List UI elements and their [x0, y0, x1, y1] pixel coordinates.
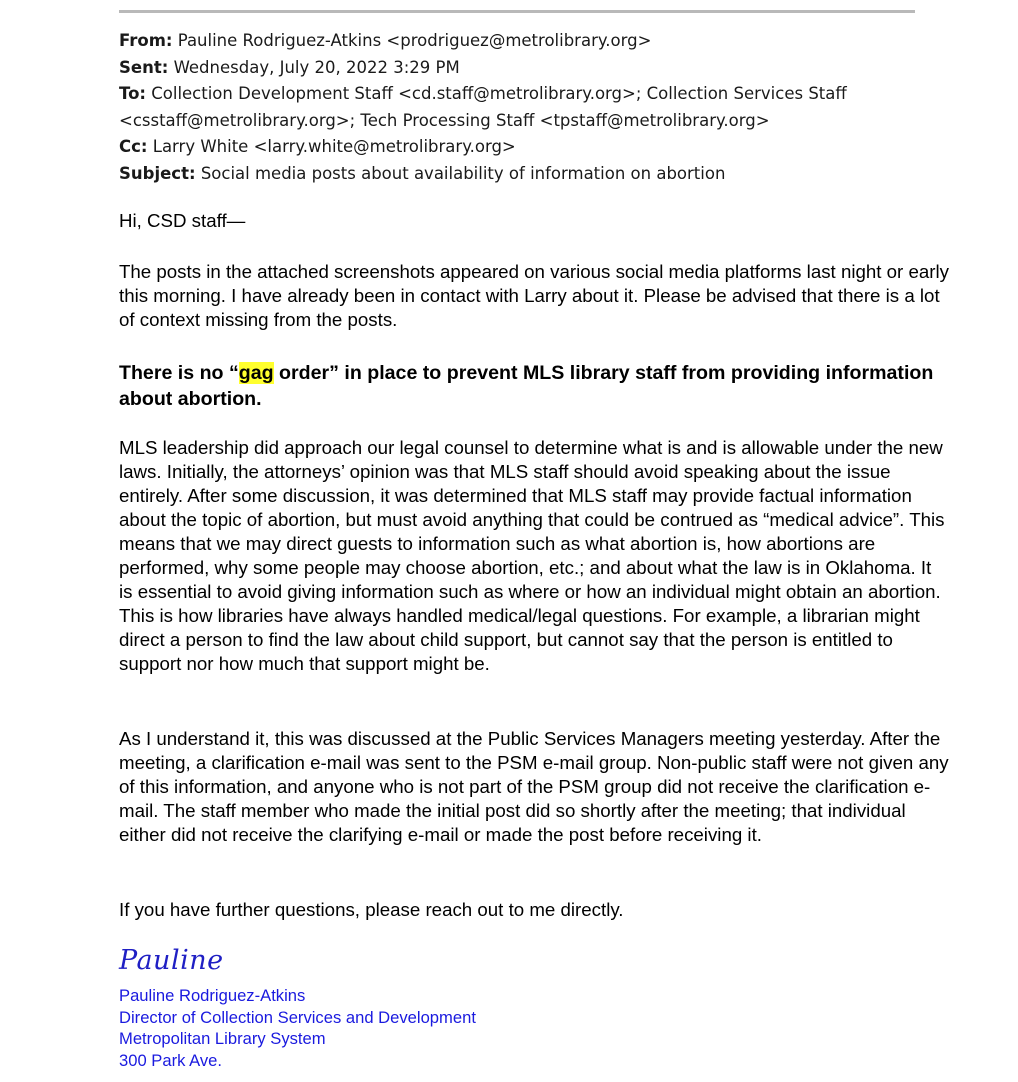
paragraph-context-text: The posts in the attached screenshots appeared on various social media platforms last night or early this morning. I have already been in contact with Larry about it. Please be advised that there is a lot of context missing from the posts.	[119, 261, 949, 330]
to-label: To:	[119, 84, 146, 103]
signature-block	[119, 985, 476, 1071]
to-value-line2: <csstaff@metrolibrary.org>; Tech Processing Staff <tpstaff@metrolibrary.org>	[119, 110, 770, 130]
paragraph-meeting	[119, 727, 949, 847]
signature-full-name: Pauline Rodriguez-Atkins	[119, 986, 306, 1005]
header-divider	[119, 10, 915, 13]
signature-title: Director of Collection Services and Development	[119, 1007, 476, 1027]
subject-label: Subject:	[119, 163, 196, 183]
signature-address: 300 Park Ave.	[119, 1050, 223, 1070]
from-value: Pauline Rodriguez-Atkins <prodriguez@metrolibrary.org>	[177, 31, 652, 50]
notice-after: order” in place to prevent MLS library staff from providing information about abortion.	[119, 362, 934, 410]
paragraph-legal-guidance-text: MLS leadership did approach our legal counsel to determine what is and is allowable under the new laws. Initially, the attorneys’ opinion was that MLS staff should avoid speaking about the issue entirely. After some discussion, it was determined that MLS staff may provide factual information about the topic of abortion, but must avoid anything that could be contrued as “medical advice”. This means that we may direct guests to information such as what abortion is, how abortions are performed, why some people may choose abortion, etc.; and about what the law is in Oklahoma. It is essential to avoid giving information such as where or how an individual might obtain an abortion. This is how libraries have always handled medical/legal questions. For example, a librarian might direct a person to find the law about child support, but cannot say that the person is entitled to support nor how much that support might be.	[119, 437, 945, 674]
highlighted-word: gag	[238, 362, 274, 384]
sent-label: Sent:	[119, 57, 169, 77]
subject-value: Social media posts about availability of information on abortion	[200, 163, 726, 183]
bold-notice	[119, 360, 949, 412]
paragraph-meeting-text: As I understand it, this was discussed at the Public Services Managers meeting yesterday. After the meeting, a clarification e-mail was sent to the PSM e-mail group. Non-public staff were not given any of this information, and anyone who is not part of the PSM group did not receive the clarification e-mail. The staff member who made the initial post did so shortly after the meeting; that individual either did not receive the clarifying e-mail or made the post before receiving it.	[119, 728, 949, 845]
closing-text: If you have further questions, please reach out to me directly.	[119, 899, 624, 920]
sent-value: Wednesday, July 20, 2022 3:29 PM	[173, 57, 460, 77]
greeting-text: Hi, CSD staff—	[119, 210, 246, 231]
cc-label: Cc:	[119, 137, 148, 156]
bold-notice-text	[119, 360, 949, 412]
cc-value: Larry White <larry.white@metrolibrary.org>	[152, 137, 516, 156]
closing-line	[119, 898, 949, 922]
to-line	[119, 81, 939, 108]
signature-organization: Metropolitan Library System	[119, 1029, 326, 1048]
to-line-continued	[119, 108, 939, 135]
paragraph-context	[119, 260, 949, 332]
cc-line	[119, 134, 939, 161]
from-line	[119, 28, 939, 55]
paragraph-legal-guidance	[119, 436, 949, 676]
email-header	[119, 28, 939, 187]
to-value-line1: Collection Development Staff <cd.staff@metrolibrary.org>; Collection Services Staff	[151, 84, 847, 103]
notice-before: There is no “	[119, 362, 239, 384]
greeting	[119, 209, 949, 233]
sent-line	[119, 55, 939, 82]
signature-script-name: Pauline	[119, 945, 224, 976]
from-label: From:	[119, 31, 173, 50]
subject-line	[119, 161, 939, 188]
